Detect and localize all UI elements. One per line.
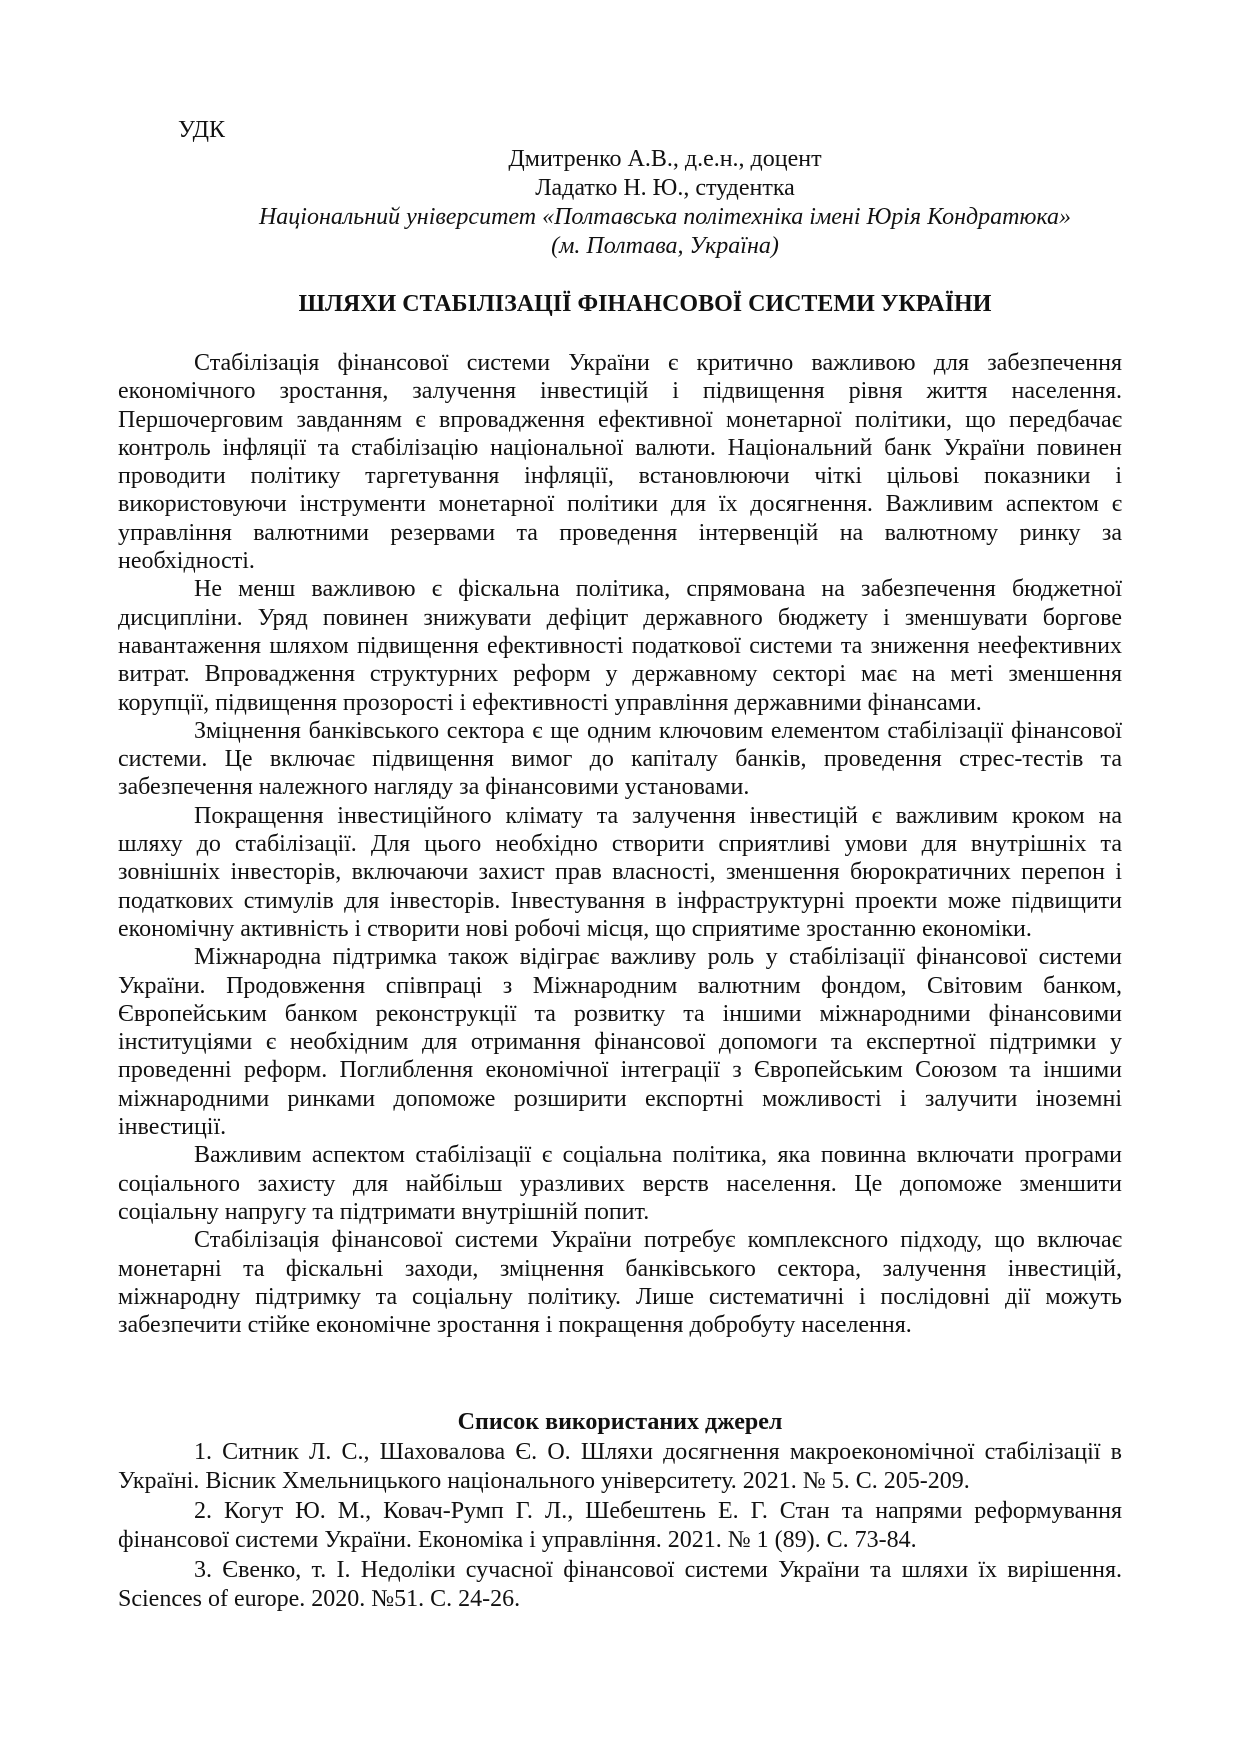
reference-item: 1. Ситник Л. С., Шаховалова Є. О. Шляхи досягнення макроекономічної стабілізації в Україні. Вісник Хмельницького національного університету. 2021. № 5. С. 205-209. (118, 1439, 1122, 1494)
udk-label: УДК (178, 117, 225, 143)
author-block (0, 145, 1240, 261)
body-text (118, 349, 1122, 1339)
institution: Національний університет «Полтавська політехніка імені Юрія Кондратюка» (258, 204, 1072, 230)
paragraph: Міжнародна підтримка також відіграє важливу роль у стабілізації фінансової системи України. Продовження співпраці з Міжнародним валютним фондом, Світовим банком, Європейським банком реконструкції та розвитку та іншими міжнародними фінансовими інституціями є необхідним для отримання фінансової допомоги та експертної підтримки у проведенні реформ. Поглиблення економічної інтеграції з Європейським Союзом та іншими міжнародними ринками допоможе розширити експортні можливості і залучити іноземні інвестиції. (118, 944, 1122, 1141)
reference-item: 2. Когут Ю. М., Ковач-Румп Г. Л., Шебештень Е. Г. Стан та напрями реформування фінансової системи України. Економіка і управління. 2021. № 1 (89). С. 73-84. (118, 1498, 1122, 1553)
paragraph: Стабілізація фінансової системи України є критично важливою для забезпечення економічного зростання, залучення інвестицій і підвищення рівня життя населення. Першочерговим завданням є впровадження ефективної монетарної політики, що передбачає контроль інфляції та стабілізацію національної валюти. Національний банк України повинен проводити політику таргетування інфляції, встановлюючи чіткі цільові показники і використовуючи інструменти монетарної політики для їх досягнення. Важливим аспектом є управління валютними резервами та проведення інтервенцій на валютному ринку за необхідності. (118, 350, 1122, 575)
paragraph: Важливим аспектом стабілізації є соціальна політика, яка повинна включати програми соціального захисту для найбільш уразливих верств населення. Це допоможе зменшити соціальну напругу та підтримати внутрішній попит. (118, 1142, 1122, 1225)
paragraph: Зміцнення банківського сектора є ще одним ключовим елементом стабілізації фінансової системи. Це включає підвищення вимог до капіталу банків, проведення стрес-тестів та забезпечення належного нагляду за фінансовими установами. (118, 717, 1122, 801)
reference-item: 3. Євенко, т. І. Недоліки сучасної фінансової системи України та шляхи їх вирішення. Sciences of europe. 2020. №51. С. 24-26. (118, 1557, 1122, 1612)
location: (м. Полтава, Україна) (551, 233, 779, 259)
paragraph: Не менш важливою є фіскальна політика, спрямована на забезпечення бюджетної дисципліни. Уряд повинен знижувати дефіцит державного бюджету і зменшувати боргове навантаження шляхом підвищення ефективності податкової системи та зниження неефективних витрат. Впровадження структурних реформ у державному секторі має на меті зменшення корупції, підвищення прозорості і ефективності управління державними фінансами. (118, 576, 1122, 716)
references-title: Список використаних джерел (457, 1409, 783, 1435)
references-list (118, 1438, 1122, 1615)
paper-title: ШЛЯХИ СТАБІЛІЗАЦІЇ ФІНАНСОВОЇ СИСТЕМИ УКРАЇНИ (298, 291, 992, 317)
author-2: Ладатко Н. Ю., студентка (535, 175, 795, 201)
author-1: Дмитренко А.В., д.е.н., доцент (508, 146, 822, 172)
paragraph: Стабілізація фінансової системи України потребує комплексного підходу, що включає монетарні та фіскальні заходи, зміцнення банківського сектора, залучення інвестицій, міжнародну підтримку та соціальну політику. Лише систематичні і послідовні дії можуть забезпечити стійке економічне зростання і покращення добробуту населення. (118, 1227, 1122, 1339)
paragraph: Покращення інвестиційного клімату та залучення інвестицій є важливим кроком на шляху до стабілізації. Для цього необхідно створити сприятливі умови для внутрішніх та зовнішніх інвесторів, включаючи захист прав власності, зменшення бюрократичних перепон і податкових стимулів для інвесторів. Інвестування в інфраструктурні проекти може підвищити економічну активність і створити нові робочі місця, що сприятиме зростанню економіки. (118, 802, 1122, 942)
